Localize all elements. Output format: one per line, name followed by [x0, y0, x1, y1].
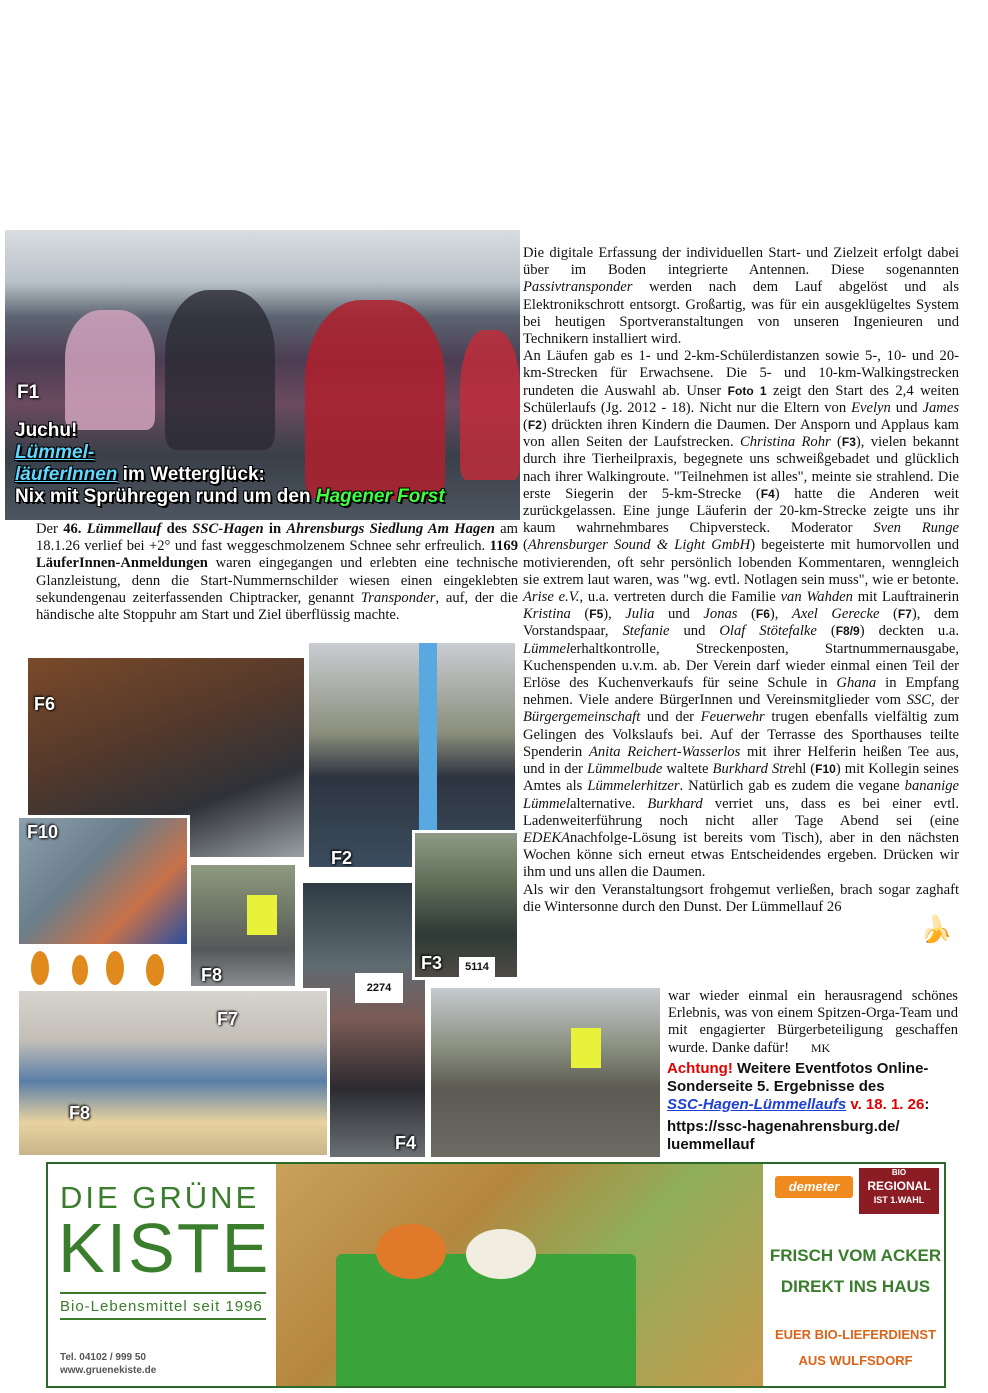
photo-label: F8	[201, 965, 223, 985]
banana-icon: 🍌	[920, 915, 953, 944]
runner-shape	[460, 330, 520, 480]
photo-f8-runner	[188, 862, 298, 989]
notice-achtung: Achtung!	[667, 1060, 733, 1077]
online-notice: Achtung! Weitere Eventfotos Online- Sonderseite 5. Ergebnisse des SSC-Hagen-Lümmellaufs v. 18. 1. 26: https://ssc-hagenahrensburg.de/ luemmellauf	[667, 1060, 967, 1154]
photo-label: F6	[34, 694, 56, 714]
vest-shape	[247, 895, 277, 935]
article-text-end: war wieder einmal ein herausragend schönes Erlebnis, was von einem Spitzen-Orga-Team und mit engagierter Bürgerbeteiligung geschaffen wurde. Danke dafür! MK	[668, 988, 958, 1056]
cauliflower-shape	[466, 1229, 536, 1279]
vest-shape	[571, 1028, 601, 1068]
photo-f10	[16, 815, 190, 947]
ad-website[interactable]: www.gruenekiste.de	[60, 1365, 157, 1376]
demeter-logo: demeter	[775, 1176, 853, 1198]
ad-slogan-sub: EUER BIO-LIEFERDIENST AUS WULFSDORF	[774, 1327, 937, 1368]
bib-number: 2274	[355, 973, 403, 1003]
brand-tagline: Bio-Lebensmittel seit 1996	[60, 1298, 263, 1315]
gruene-kiste-advert[interactable]	[46, 1162, 946, 1388]
photo-label: F4	[395, 1133, 417, 1153]
results-url[interactable]: https://ssc-hagenahrensburg.de/ luemmellauf	[667, 1118, 900, 1153]
photo-label: F10	[27, 822, 59, 842]
caption-line: Juchu!	[15, 420, 78, 441]
hero-caption	[15, 420, 445, 508]
photo-f3	[412, 830, 520, 980]
caption-line: Lümmel-	[15, 442, 95, 463]
flag-shape	[419, 643, 437, 843]
caption-line: im Wetterglück:	[117, 464, 265, 485]
ad-slogan-block	[763, 1164, 946, 1386]
hero-photo	[5, 230, 520, 520]
photo-walkers	[428, 985, 663, 1160]
ad-photo-vegetable-crate	[276, 1164, 763, 1386]
ad-slogan-main: FRISCH VOM ACKER DIREKT INS HAUS	[769, 1246, 942, 1296]
photo-label: F3	[421, 953, 443, 973]
photo-f7-f8	[16, 988, 330, 1158]
brand-line1: DIE GRÜNE	[60, 1180, 260, 1215]
bib-number: 5114	[459, 957, 495, 977]
sausage-mascots-illustration	[25, 948, 175, 988]
brand-divider	[60, 1292, 266, 1294]
brand-line2: KISTE	[58, 1209, 271, 1287]
ad-phone: Tel. 04102 / 999 50	[60, 1352, 146, 1363]
caption-line: Nix mit Sprühregen rund um den	[15, 486, 316, 507]
author-initials: MK	[810, 1040, 831, 1055]
event-name-link[interactable]: SSC-Hagen-Lümmellaufs	[667, 1096, 847, 1113]
intro-text: Der 46. Lümmellauf des SSC-Hagen in Ahrensburgs Siedlung Am Hagen am 18.1.26 verlief bei +2° und fast weggeschmolzenem Schnee sehr erfreulich. 1169 LäuferInnen-Anmeldungen waren eingegangen und erlebten eine technische Glanzleistung, denn die Start-Nummernschilder wiesen einen eingeklebten sekundengenau zeiterfassenden Chiptracker, genannt Transponder, auf, der die händische alte Stoppuhr am Start und Ziel überflüssig machte.	[36, 521, 518, 624]
brand-divider	[60, 1318, 266, 1320]
article-text: Die digitale Erfassung der individuellen Start- und Zielzeit erfolgt dabei über im Boden integrierte Antennen. Diese sogenannten Passivtransponder werden nach dem Lauf abgelöst und als Elektronikschrott entsorgt. Großartig, was für ein ausgeklügeltes System bei heutigen Sportveranstaltungen von unseren Ingenieuren und Technikern installiert wird. An Läufen gab es 1- und 2-km-Schülerdistanzen sowie 5-, 10- und 20-km-Strecken für Erwachsene. Die 5- und 10-km-Walkingstrecken rundeten die Auswahl ab. Unser Foto 1 zeigt den Start des 2,4 weiten Schülerlaufs (Jg. 2012 - 18). Nicht nur die Eltern von Evelyn und James (F2) drückten ihren Kindern die Daumen. Der Ansporn und Applaus kam von allen Seiten der Laufstrecken. Christina Rohr (F3), vielen bekannt durch ihre Tierheilpraxis, begegnete uns schweißgebadet und glücklich nach ihrer Walkingroute. "Teilnehmen ist alles", meinte sie strahlend. Die erste Siegerin der 5-km-Strecke (F4) hatte die Anderen weit zurückgelassen. Eine junge Läuferin der 20-km-Strecke zeigte uns ihr kaum wahrnehmbares Chipversteck. Moderator Sven Runge (Ahrensburger Sound & Light GmbH) begeisterte mit humorvollen und motivierenden, oft sehr persönlich lobenden Kommentaren, wenngleich sie extrem laut waren, was "wg. evtl. Notlagen sein muss", wie er betonte. Arise e.V., u.a. vertreten durch die Familie van Wahden mit Lauftrainerin Kristina (F5), Julia und Jonas (F6), Axel Gerecke (F7), dem Vorstandspaar, Stefanie und Olaf Stötefalke (F8/9) deckten u.a. Lümmelerhaltkontrolle, Streckenposten, Startnummernausgabe, Kuchenspenden u.v.m. ab. Der Verein darf wieder einmal einen Teil der Erlöse des Kuchenverkaufs für seine Schule in Ghana in Empfang nehmen. Viele andere BürgerInnen und Vereinsmitglieder vom SSC, der Bürgergemeinschaft und der Feuerwehr trugen ebenfalls vielfältig zum Gelingen des Volkslaufs bei. Auf der Terrasse des Sporthauses teilte Spenderin Anita Reichert-Wasserlos mit ihrer Helferin heißen Tee aus, und in der Lümmelbude waltete Burkhard Strehl (F10) mit Kollegin seines Amtes als Lümmelerhitzer. Natürlich gab es zudem die vegane bananige Lümmelalternative. Burkhard verriet uns, dass es bei einer evtl. Ladenweiterführung noch nicht aller Tage Abend sei (eine EDEKAnachfolge-Lösung ist bereits vom Tisch), aber in den nächsten Wochen könne sich erneut etwas Entscheidendes ergeben. Drücken wir ihm und uns allen die Daumen. Als wir den Veranstaltungsort frohgemut verließen, brach sogar zaghaft die Wintersonne durch den Dunst. Der Lümmellauf 26	[523, 245, 960, 915]
runner-shape	[65, 310, 155, 430]
caption-highlight: läuferInnen	[15, 464, 118, 485]
photo-label: F2	[331, 848, 353, 868]
pumpkin-shape	[376, 1224, 446, 1279]
bio-regional-badge: BIO REGIONAL IST 1.WAHL	[859, 1168, 939, 1214]
photo-label: F7	[217, 1009, 239, 1029]
caption-highlight: Hagener Forst	[315, 486, 445, 507]
photo-label-f1: F1	[17, 382, 40, 403]
ad-brand-block	[48, 1164, 276, 1386]
photo-label: F8	[69, 1103, 91, 1123]
